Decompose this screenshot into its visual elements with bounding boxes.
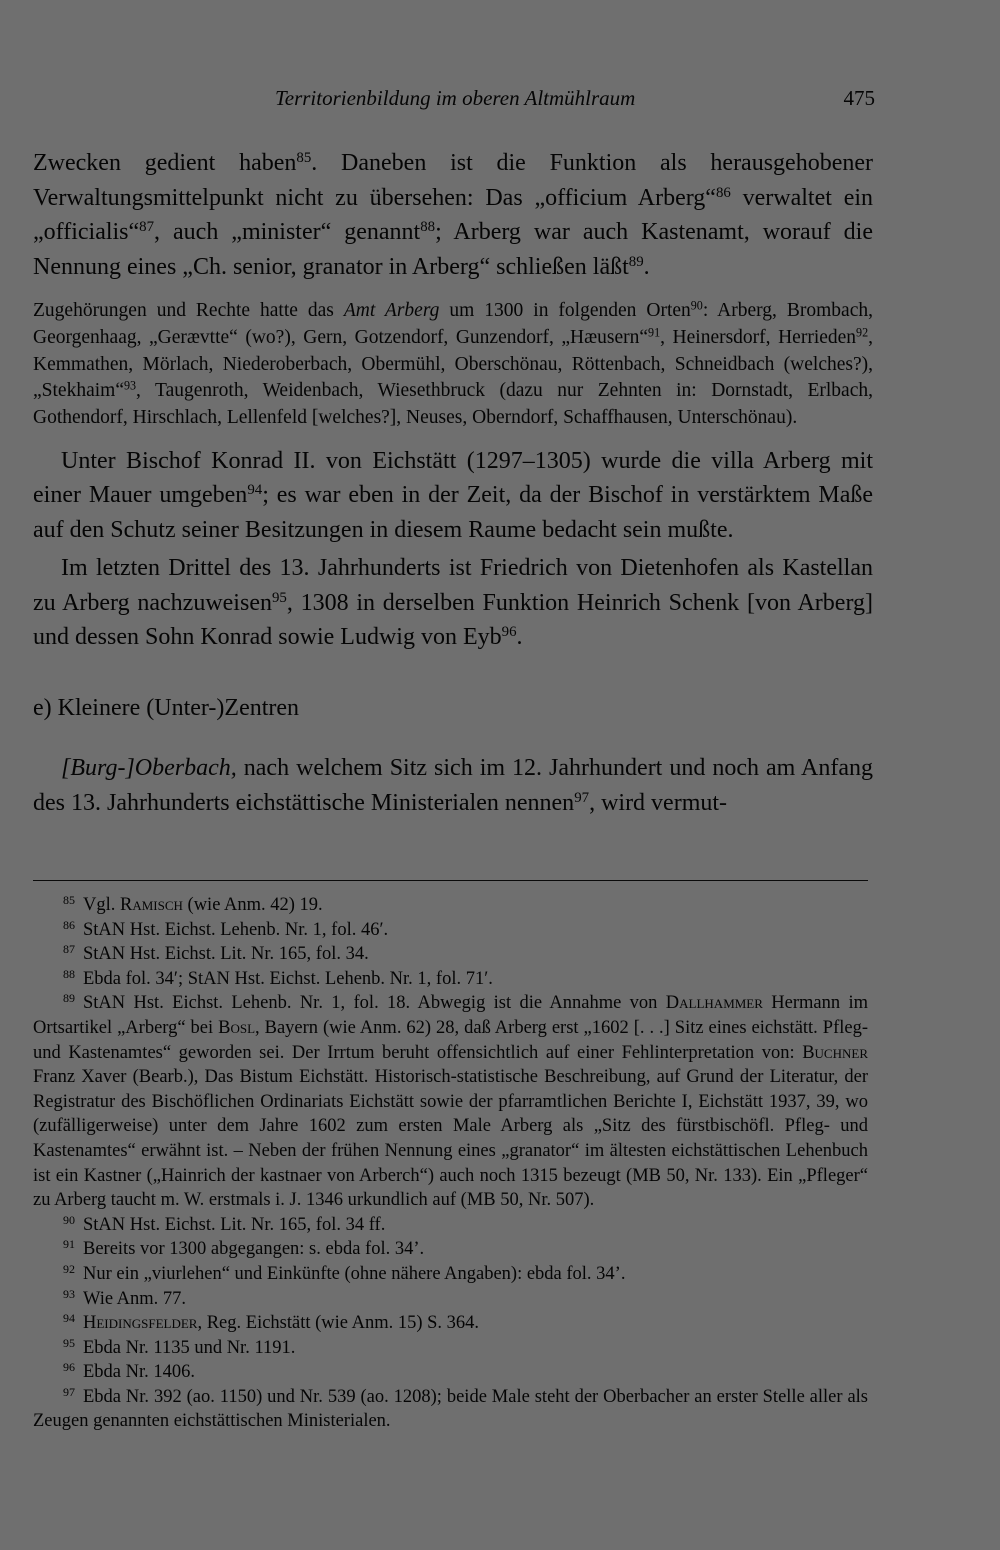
text-run: Nur ein „viurlehen“ und Einkünfte (ohne nähere Angaben): ebda fol. 34’. — [83, 1263, 626, 1284]
text-run: Im letzten Drittel des 13. Jahrhunderts ist Friedrich von Dietenhofen als Kastellan zu Arberg nachzuweisen — [33, 555, 873, 616]
paragraph-5 — [33, 751, 873, 820]
text-run: StAN Hst. Eichst. Lehenb. Nr. 1, fol. 46′. — [83, 919, 389, 940]
italic-term: Amt Arberg — [343, 300, 440, 321]
author-name: Buchner — [802, 1042, 868, 1063]
footnote-ref[interactable]: 89 — [628, 253, 644, 270]
text-run: Ebda Nr. 1406. — [83, 1362, 196, 1383]
footnote-92: 92 Nur ein „viurlehen“ und Einkünfte (ohne nähere Angaben): ebda fol. 34’. — [63, 1261, 626, 1284]
text-run: Vgl. — [83, 895, 120, 915]
paragraph-1 — [33, 146, 873, 284]
footnote-ref[interactable]: 87 — [139, 218, 155, 235]
text-run: . — [643, 253, 650, 280]
author-name: Ramisch — [120, 895, 183, 915]
paragraph-2-small — [33, 298, 873, 432]
paragraph-3 — [33, 444, 873, 548]
text-run: , Heinersdorf, Herrieden — [660, 326, 857, 348]
text-run: . Daneben ist die Funktion als herausgehobener Verwaltungsmittelpunkt nicht zu übersehen: Das „officium Arberg“ — [33, 150, 873, 211]
footnote-ref[interactable]: 97 — [574, 789, 590, 806]
paragraph-4 — [33, 551, 873, 655]
footnote-89: 89 StAN Hst. Eichst. Lehenb. Nr. 1, fol. 18. Abwegig ist die Annahme von Dallhammer Hermann im Ortsartikel „Arberg“ bei Bosl, Bayern (wie Anm. 62) 28, daß Arberg erst „1602 [. . .] Sitz eines eichstätt. Pfleg- und Kastenamtes“ geworden sei. Der Irrtum beruht offensichtlich auf einer Fehlinterpretation von: Buchner Franz Xaver (Bearb.), Das Bistum Eichstätt. Historisch-statistische Beschreibung, auf Grund der Literatur, der Registratur des Bischöflichen Ordinariats Eichstätt sowie der pfarramtlichen Berichte I, Eichstätt 1937, 39, wo (zufälligerweise) unter dem Jahre 1602 zum ersten Male Arberg als „Sitz des fürstbischöfl. Pfleg- und Kastenamtes“ erwähnt ist. – Neben der frühen Nennung eines „granator“ im ältesten eichstättischen Lehenbuch ist ein Kastner („Hainrich der kastnaer von Arberch“) auch noch 1315 bezeugt (MB 50, Nr. 133). Ein „Pfleger“ zu Arberg taucht m. W. erstmals i. J. 1346 urkundlich auf (MB 50, Nr. 507). — [33, 991, 868, 1211]
text-run: . — [516, 624, 523, 651]
section-heading: e) Kleinere (Unter-)Zentren — [33, 694, 300, 721]
footnotes — [33, 893, 868, 1434]
footnote-ref[interactable]: 96 — [501, 624, 517, 641]
footnote-90: 90 StAN Hst. Eichst. Lit. Nr. 165, fol. 34 ff. — [63, 1212, 386, 1235]
text-run: Ebda Nr. 1135 und Nr. 1191. — [83, 1337, 296, 1358]
footnote-separator — [33, 880, 868, 881]
footnote-ref[interactable]: 95 — [271, 589, 287, 606]
footnote-85: 85 Vgl. Ramisch (wie Anm. 42) 19. — [63, 893, 323, 915]
footnote-ref[interactable]: 93 — [123, 378, 137, 393]
text-run: ; Arberg war auch Kastenamt, worauf die Nennung eines „Ch. senior, granator in Arberg“ schließen läßt — [33, 219, 873, 280]
footnote-88: 88 Ebda fol. 34′; StAN Hst. Eichst. Lehenb. Nr. 1, fol. 71′. — [63, 966, 493, 989]
text-run: StAN Hst. Eichst. Lit. Nr. 165, fol. 34. — [83, 944, 369, 965]
footnote-87: 87 StAN Hst. Eichst. Lit. Nr. 165, fol. 34. — [63, 942, 369, 965]
text-run: , Kemmathen, Mörlach, Niederoberbach, Obermühl, Oberschönau, Röttenbach, Schneidbach (welches?), „Stekhaim“ — [33, 326, 873, 402]
text-run: , 1308 in derselben Funktion Heinrich Schenk [von Arberg] und dessen Sohn Konrad sowie Ludwig von Eyb — [33, 589, 874, 651]
italic-term: [Burg-]Oberbach, — [61, 755, 237, 782]
footnote-ref[interactable]: 88 — [420, 218, 436, 235]
text-run: Franz Xaver (Bearb.), Das Bistum Eichstätt. Historisch-statistische Beschreibung, auf Grund der Literatur, der Registratur des Bischöflichen Ordinariats Eichstätt sowie der pfarramtlichen Berichte I, Eichstätt 1937, 39, wo (zufälligerweise) unter dem Jahre 1602 zum ersten Male Arberg als „Sitz des fürstbischöfl. Pfleg- und Kastenamtes“ erwähnt ist. – Neben der frühen Nennung eines „granator“ im ältesten eichstättischen Lehenbuch ist ein Kastner („Hainrich der kastnaer von Arberch“) auch noch 1315 bezeugt (MB 50, Nr. 133). Ein „Pfleger“ zu Arberg taucht m. W. erstmals i. J. 1346 urkundlich auf (MB 50, Nr. 507). — [33, 1067, 868, 1211]
text-run: um 1300 in folgenden Orten — [439, 300, 691, 321]
text-run: Zugehörungen und Rechte hatte das — [33, 300, 344, 321]
text-run: : Arberg, Brombach, Georgenhaag, „Gerævtte“ (wo?), Gern, Gotzendorf, Gunzendorf, „Hæusern“ — [33, 300, 873, 348]
footnote-93: 93 Wie Anm. 77. — [63, 1286, 187, 1309]
text-run: nach welchem Sitz sich im 12. Jahrhundert und noch am Anfang des 13. Jahrhunderts eichstättische Ministerialen nennen — [33, 755, 873, 816]
text-run: , wird vermut- — [589, 789, 728, 816]
text-run: StAN Hst. Eichst. Lit. Nr. 165, fol. 34 ff. — [83, 1214, 386, 1235]
text-run: , Taugenroth, Weidenbach, Wiesethbruck (dazu nur Zehnten in: Dornstadt, Erlbach, Gothendorf, Hirschlach, Lellenfeld [welches?], Neuses, Oberndorf, Schaffhausen, Unterschönau). — [33, 380, 873, 429]
running-title: Territorienbildung im oberen Altmühlraum — [275, 86, 636, 110]
running-header — [275, 84, 875, 112]
text-run: , auch „minister“ genannt — [154, 219, 421, 245]
footnote-ref[interactable]: 92 — [856, 325, 869, 340]
footnote-97: 97 Ebda Nr. 392 (ao. 1150) und Nr. 539 (ao. 1208); beide Male steht der Oberbacher an erster Stelle aller als Zeugen genannten eichstättischen Ministerialen. — [33, 1384, 868, 1432]
text-run: , Bayern (wie Anm. 62) 28, daß Arberg erst „1602 [. . .] Sitz eines eichstätt. Pfleg- und Kastenamtes“ geworden sei. Der Irrtum beruht offensichtlich auf einer Fehlinterpretation von: — [33, 1017, 868, 1063]
text-run: Hermann im Ortsartikel „Arberg“ bei — [33, 993, 868, 1038]
footnote-ref[interactable]: 94 — [247, 482, 263, 499]
text-run: , Reg. Eichstätt (wie Anm. 15) S. 364. — [197, 1313, 480, 1334]
text-run: Bereits vor 1300 abgegangen: s. ebda fol. 34’. — [83, 1239, 425, 1260]
author-name: Bosl — [218, 1017, 256, 1038]
footnote-ref[interactable]: 85 — [296, 149, 312, 166]
footnote-86: 86 StAN Hst. Eichst. Lehenb. Nr. 1, fol. 46′. — [63, 917, 389, 940]
footnote-94: 94 Heidingsfelder, Reg. Eichstätt (wie Anm. 15) S. 364. — [63, 1311, 480, 1334]
text-run: ; es war eben in der Zeit, da der Bischof in verstärktem Maße auf den Schutz seiner Besitzungen in diesem Raume bedacht sein mußte. — [33, 482, 873, 543]
text-run: Ebda Nr. 392 (ao. 1150) und Nr. 539 (ao. 1208); beide Male steht der Oberbacher an erster Stelle aller als Zeugen genannten eichstättischen Ministerialen. — [33, 1386, 868, 1432]
page-number: 475 — [843, 86, 875, 110]
text-run: Wie Anm. 77. — [83, 1288, 187, 1309]
text-run: Ebda fol. 34′; StAN Hst. Eichst. Lehenb. Nr. 1, fol. 71′. — [83, 968, 493, 989]
footnote-91: 91 Bereits vor 1300 abgegangen: s. ebda fol. 34’. — [63, 1237, 425, 1260]
footnote-95: 95 Ebda Nr. 1135 und Nr. 1191. — [63, 1335, 296, 1358]
author-name: Dallhammer — [665, 993, 763, 1014]
text-run: verwaltet ein „officialis“ — [33, 184, 874, 245]
footnote-ref[interactable]: 90 — [690, 298, 703, 313]
footnote-ref[interactable]: 91 — [648, 325, 661, 340]
footnote-96: 96 Ebda Nr. 1406. — [63, 1360, 196, 1383]
text-run: StAN Hst. Eichst. Lehenb. Nr. 1, fol. 18. Abwegig ist die Annahme von — [83, 993, 666, 1014]
text-run: Unter Bischof Konrad II. von Eichstätt (1297–1305) wurde die villa Arberg mit einer Mauer umgeben — [33, 447, 873, 509]
author-name: Heidingsfelder — [83, 1313, 198, 1334]
main-text — [33, 146, 873, 820]
text-run: Zwecken gedient haben — [33, 150, 297, 176]
text-run: (wie Anm. 42) 19. — [182, 895, 323, 915]
footnote-ref[interactable]: 86 — [715, 184, 731, 201]
